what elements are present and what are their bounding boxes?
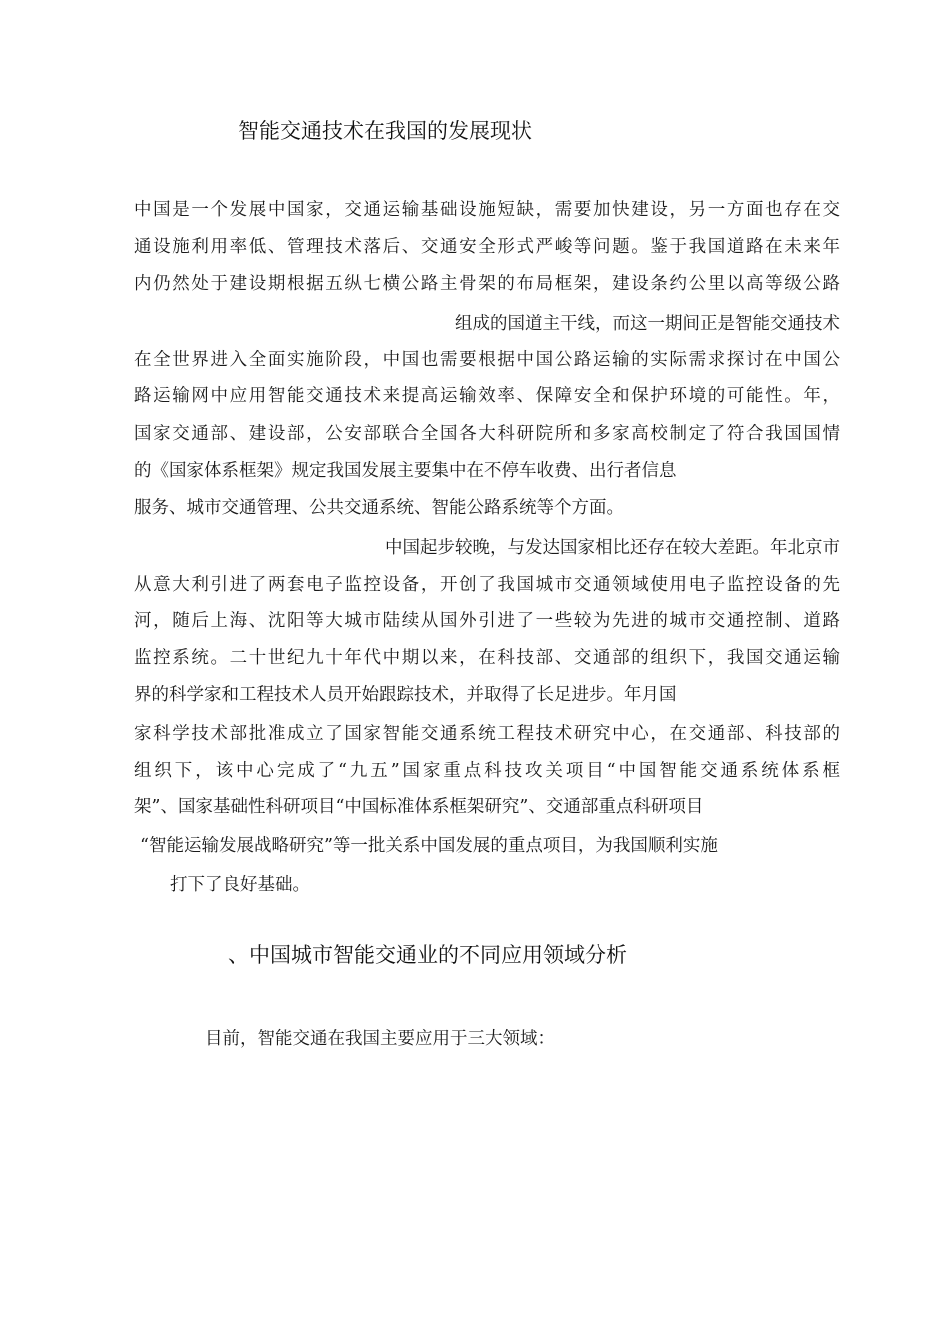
paragraph-line: 服务、城市交通管理、公共交通系统、智能公路系统等个方面。	[134, 498, 624, 518]
paragraph-line: 打下了良好基础。	[170, 875, 310, 895]
paragraph-line: 家科学技术部批准成立了国家智能交通系统工程技术研究中心，在交通部、科技部的	[134, 724, 840, 744]
section-heading: 、中国城市智能交通业的不同应用领域分析	[228, 943, 627, 967]
paragraph-line: 的《国家体系框架》规定我国发展主要集中在不停车收费、出行者信息	[134, 461, 677, 481]
paragraph-line: 路运输网中应用智能交通技术来提高运输效率、保障安全和保护环境的可能性。年，	[134, 386, 840, 406]
document-title: 智能交通技术在我国的发展现状	[238, 119, 532, 143]
paragraph-line: “智能运输发展战略研究”等一批关系中国发展的重点项目，为我国顺利实施	[140, 836, 718, 856]
paragraph-line: 中国是一个发展中国家，交通运输基础设施短缺，需要加快建设，另一方面也存在交	[134, 200, 840, 220]
paragraph-line: 中国起步较晚，与发达国家相比还存在较大差距。年北京市	[385, 538, 840, 558]
paragraph-line: 组成的国道主干线，而这一期间正是智能交通技术	[455, 314, 840, 334]
paragraph-line: 在全世界进入全面实施阶段，中国也需要根据中国公路运输的实际需求探讨在中国公	[134, 350, 840, 370]
paragraph-line: 河，随后上海、沈阳等大城市陆续从国外引进了一些较为先进的城市交通控制、道路	[134, 611, 840, 631]
paragraph-line: 监控系统。二十世纪九十年代中期以来，在科技部、交通部的组织下，我国交通运输	[134, 648, 840, 668]
paragraph-line: 组织下，该中心完成了“九五”国家重点科技攻关项目“中国智能交通系统体系框	[134, 761, 840, 781]
paragraph-line: 目前，智能交通在我国主要应用于三大领域：	[205, 1029, 555, 1049]
paragraph-line: 内仍然处于建设期根据五纵七横公路主骨架的布局框架，建设条约公里以高等级公路	[134, 274, 840, 294]
paragraph-line: 通设施利用率低、管理技术落后、交通安全形式严峻等问题。鉴于我国道路在未来年	[134, 237, 840, 257]
paragraph-line: 国家交通部、建设部，公安部联合全国各大科研院所和多家高校制定了符合我国国情	[134, 424, 840, 444]
paragraph-line: 架”、国家基础性科研项目“中国标准体系框架研究”、交通部重点科研项目	[134, 797, 704, 817]
paragraph-line: 界的科学家和工程技术人员开始跟踪技术，并取得了长足进步。年月国	[134, 685, 677, 705]
paragraph-line: 从意大利引进了两套电子监控设备，开创了我国城市交通领域使用电子监控设备的先	[134, 575, 840, 595]
